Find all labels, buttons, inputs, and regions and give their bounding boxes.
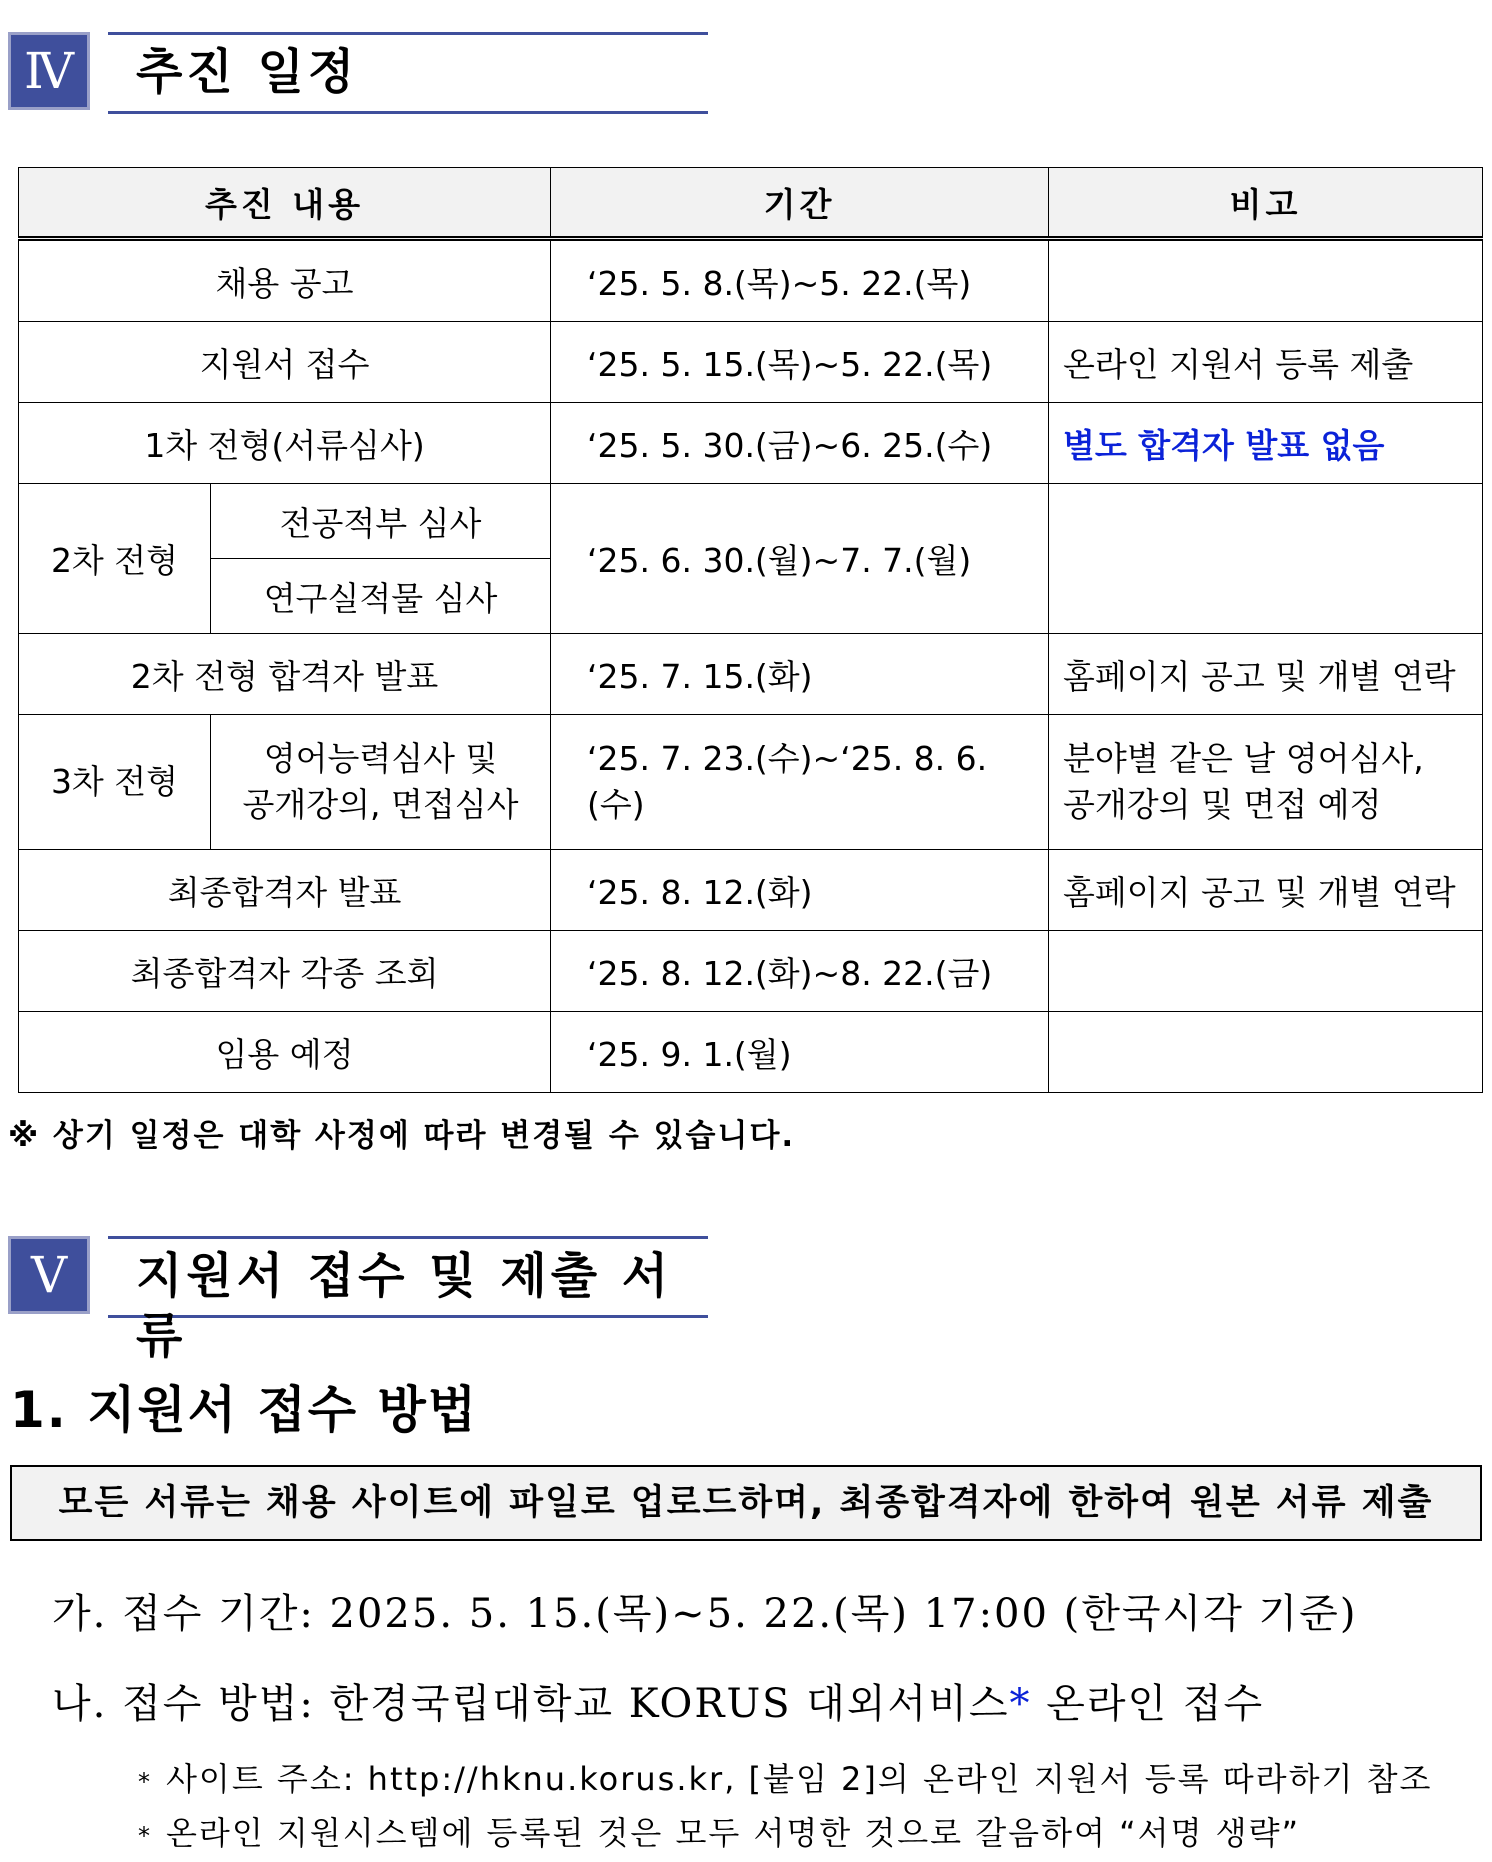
row-note [1049, 239, 1483, 322]
row-item: 채용 공고 [19, 239, 551, 322]
header-rule-bottom [108, 111, 708, 114]
row-period: ‘25. 9. 1.(월) [551, 1012, 1049, 1093]
table-row [19, 1012, 1483, 1093]
row-group: 3차 전형 [19, 715, 211, 850]
section-5-header [8, 1236, 708, 1364]
sub-note [138, 1808, 1300, 1854]
row-subitem: 연구실적물 심사 [211, 559, 551, 634]
table-row [19, 484, 1483, 559]
row-period: ‘25. 5. 30.(금)~6. 25.(수) [551, 403, 1049, 484]
table-row [19, 322, 1483, 403]
section-5-title: 지원서 접수 및 제출 서류 [136, 1248, 673, 1364]
schedule-table [18, 167, 1483, 1093]
subsection-heading: 1. 지원서 접수 방법 [10, 1381, 479, 1439]
item-method-text: 나. 접수 방법: 한경국립대학교 KORUS 대외서비스 [52, 1681, 1010, 1727]
row-item: 최종합격자 각종 조회 [19, 931, 551, 1012]
row-note [1049, 484, 1483, 634]
table-row [19, 931, 1483, 1012]
footnote-star: * [1009, 1681, 1032, 1727]
row-item: 임용 예정 [19, 1012, 551, 1093]
row-period: ‘25. 6. 30.(월)~7. 7.(월) [551, 484, 1049, 634]
row-group: 2차 전형 [19, 484, 211, 634]
row-note [1049, 715, 1483, 850]
header-rule-top [108, 1236, 708, 1239]
section-5-numeral: Ⅴ [8, 1236, 90, 1314]
sub-note-text: 온라인 지원시스템에 등록된 것은 모두 서명한 것으로 갈음하여 “서명 생략” [166, 1814, 1301, 1852]
row-note-line: 공개강의 및 면접 예정 [1063, 785, 1382, 824]
notice-box: 모든 서류는 채용 사이트에 파일로 업로드하며, 최종합격자에 한하여 원본 서류 제출 [10, 1465, 1482, 1541]
row-note-line: 분야별 같은 날 영어심사, [1063, 739, 1424, 778]
row-note [1049, 931, 1483, 1012]
header-note: 비고 [1049, 168, 1483, 239]
row-item: 최종합격자 발표 [19, 850, 551, 931]
row-item: 1차 전형(서류심사) [19, 403, 551, 484]
table-row [19, 715, 1483, 850]
table-row [19, 239, 1483, 322]
row-subitem-line: 공개강의, 면접심사 [242, 785, 519, 824]
item-period: 가. 접수 기간: 2025. 5. 15.(목)~5. 22.(목) 17:00 (한국시각 기준) [52, 1591, 1358, 1637]
schedule-note: ※ 상기 일정은 대학 사정에 따라 변경될 수 있습니다. [8, 1118, 796, 1154]
section-4-header [8, 32, 708, 116]
header-item: 추진 내용 [19, 168, 551, 239]
row-note: 홈페이지 공고 및 개별 연락 [1049, 850, 1483, 931]
sub-note-text: 사이트 주소: http://hknu.korus.kr, [붙임 2]의 온라인 지원서 등록 따라하기 참조 [166, 1760, 1433, 1798]
sub-note [138, 1754, 1432, 1800]
table-row [19, 850, 1483, 931]
row-subitem: 전공적부 심사 [211, 484, 551, 559]
section-4-title: 추진 일정 [136, 44, 359, 100]
row-note-highlight: 별도 합격자 발표 없음 [1049, 403, 1483, 484]
row-item: 지원서 접수 [19, 322, 551, 403]
row-period: ‘25. 8. 12.(화) [551, 850, 1049, 931]
header-rule-top [108, 32, 708, 35]
item-method [52, 1672, 1264, 1729]
row-period: ‘25. 8. 12.(화)~8. 22.(금) [551, 931, 1049, 1012]
row-note: 온라인 지원서 등록 제출 [1049, 322, 1483, 403]
sub-marker: * [138, 1768, 152, 1796]
row-note: 홈페이지 공고 및 개별 연락 [1049, 634, 1483, 715]
row-subitem [211, 715, 551, 850]
section-4-numeral: Ⅳ [8, 32, 90, 110]
row-period: ‘25. 5. 8.(목)~5. 22.(목) [551, 239, 1049, 322]
row-period: ‘25. 5. 15.(목)~5. 22.(목) [551, 322, 1049, 403]
header-period: 기간 [551, 168, 1049, 239]
row-period: ‘25. 7. 23.(수)~‘25. 8. 6.(수) [551, 715, 1049, 850]
sub-marker: * [138, 1822, 152, 1850]
row-item: 2차 전형 합격자 발표 [19, 634, 551, 715]
row-subitem-line: 영어능력심사 및 [263, 739, 498, 778]
item-method-tail: 온라인 접수 [1031, 1681, 1265, 1727]
table-header-row [19, 168, 1483, 239]
table-row [19, 403, 1483, 484]
row-note [1049, 1012, 1483, 1093]
table-row [19, 634, 1483, 715]
row-period: ‘25. 7. 15.(화) [551, 634, 1049, 715]
